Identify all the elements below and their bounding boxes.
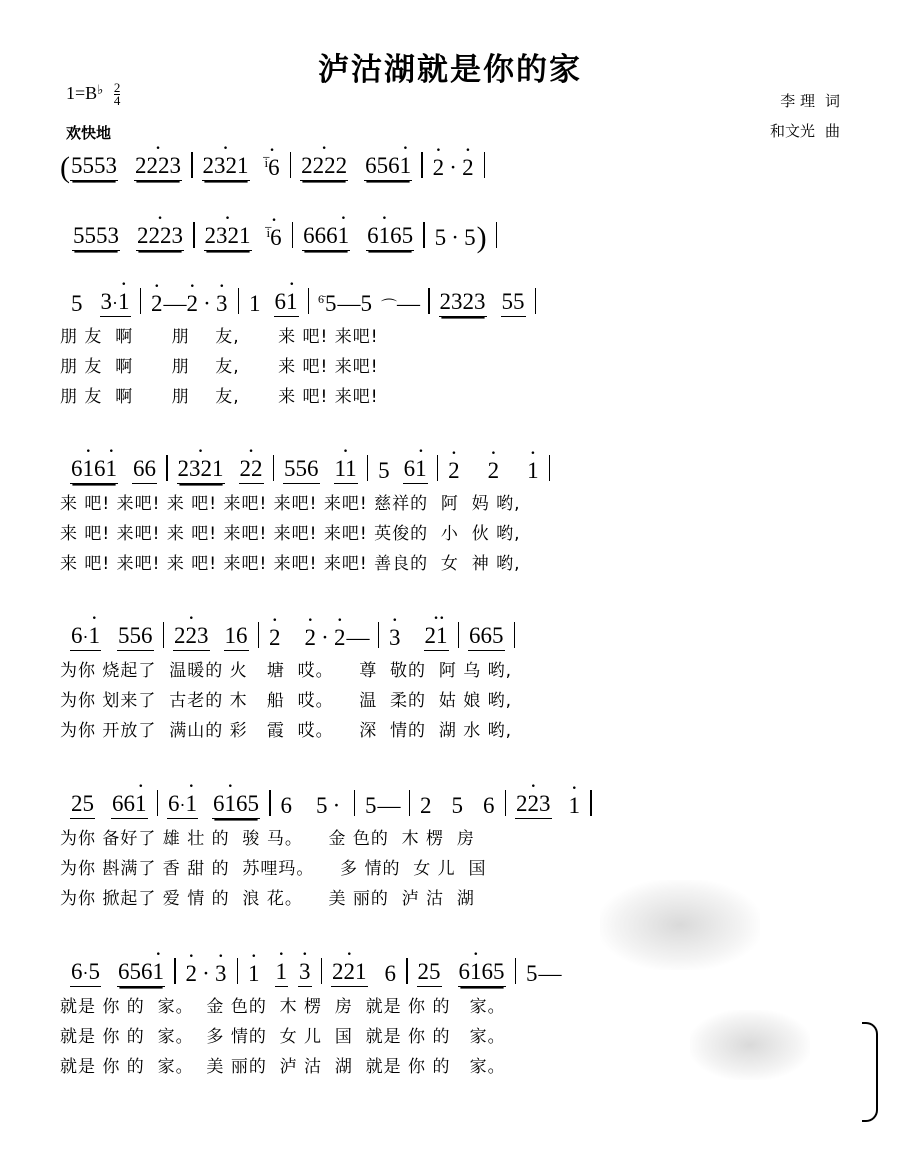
note-single: 1 [249, 291, 261, 316]
note-single: · 3 [215, 291, 229, 317]
barline [515, 958, 517, 984]
barline [292, 222, 294, 248]
notation-row [60, 622, 850, 651]
lyric-line: 来 吧! 来吧! 来 吧! 来吧! 来吧! 来吧! 英俊的 小 伙 哟, [60, 524, 521, 544]
lyric-line: 就是 你 的 家。 美 丽的 泸 沽 湖 就是 你 的 家。 [60, 1057, 506, 1077]
lyric-line: 来 吧! 来吧! 来 吧! 来吧! 来吧! 来吧! 慈祥的 阿 妈 哟, [60, 494, 521, 514]
credit-composer-role: 曲 [824, 122, 840, 140]
note-group: 6· 1 [403, 456, 428, 484]
repeat-open-paren: ( [60, 151, 70, 184]
system-verse-1 [60, 288, 850, 407]
note-single: 5 [526, 961, 538, 986]
tempo-marking: 欢快地 [66, 124, 112, 142]
note-group: 665 [468, 623, 505, 651]
barline [140, 288, 142, 314]
page-title: 泸沽湖就是你的家 [318, 52, 582, 88]
note-group: · 2· 1 [424, 623, 449, 651]
barline [409, 790, 411, 816]
note-group: · 1 [275, 959, 289, 987]
system-verse-5 [60, 958, 850, 1077]
note-group: 6·5 [70, 959, 101, 987]
barline [423, 222, 425, 248]
note-group: 6· 16· 1 [70, 456, 118, 484]
barline [269, 790, 271, 816]
lyric-line: 为你 烧起了 温暖的 火 塘 哎。 尊 敬的 阿 乌 哟, [60, 661, 513, 681]
barline [273, 455, 275, 481]
note-group: · 2321 [202, 153, 250, 181]
note-group: 25 [70, 791, 95, 819]
note-group: · 2223 [134, 153, 182, 181]
credit-lyricist-name: 李 理 [780, 92, 815, 110]
note-single: · 2 [304, 625, 318, 651]
barline [166, 455, 168, 481]
duration-dot: · [332, 793, 341, 818]
notation-row [60, 221, 850, 254]
note-extend-dash: — [397, 291, 421, 316]
duration-dot: · [202, 961, 210, 986]
note-single: 5 [316, 793, 328, 818]
note-group: 556 [117, 623, 154, 651]
duration-dot: · [203, 291, 211, 316]
note-single: · 2 [461, 155, 475, 181]
lyric-line: 为你 备好了 雄 壮 的 骏 马。 金 色的 木 楞 房 [60, 829, 475, 849]
barline [290, 152, 292, 178]
note-single: 6 [280, 793, 292, 818]
system-intro-1 [60, 151, 850, 184]
lyric-line: 就是 你 的 家。 多 情的 女 儿 国 就是 你 的 家。 [60, 1027, 506, 1047]
note-single: 5 [71, 291, 83, 316]
note-group: 6· 165 [212, 791, 260, 819]
notation-row [60, 958, 850, 987]
lyric-line: 来 吧! 来吧! 来 吧! 来吧! 来吧! 来吧! 善良的 女 神 哟, [60, 554, 521, 574]
time-signature-numerator: 2 [113, 80, 121, 95]
lyric-line: 朋 友 啊 朋 友, 来 吧! 来吧! [60, 327, 379, 347]
barline [238, 288, 240, 314]
duration-dot: · [449, 155, 457, 180]
note-single: · 2 [150, 291, 164, 317]
slur-mark: ⌒ [381, 299, 398, 316]
note-group: · 221 [331, 959, 368, 987]
note-group: 2323 [439, 289, 487, 317]
note-group: · 22 [239, 456, 264, 484]
system-verse-3 [60, 622, 850, 741]
note-group: · $^{i̅}$6 [266, 225, 283, 251]
note-single: · 2 [333, 625, 347, 651]
notation-row [60, 288, 850, 317]
lyric-line: 朋 友 啊 朋 友, 来 吧! 来吧! [60, 387, 379, 407]
barline [458, 622, 460, 648]
barline [428, 288, 430, 314]
note-group: 6· 165 [366, 223, 414, 251]
note-extend-dash: — [346, 625, 370, 650]
system-verse-4 [60, 790, 850, 909]
note-extend-dash: — [538, 961, 562, 986]
note-single: 5 [378, 458, 390, 483]
note-single: · 1 [568, 793, 582, 819]
credit-lyricist-role: 词 [824, 92, 840, 110]
note-single: · 1 [526, 458, 540, 484]
system-intro-2 [60, 221, 850, 254]
barline [514, 622, 516, 648]
barline [484, 152, 486, 178]
note-single: · 2 [432, 155, 446, 181]
note-single: 5 [464, 225, 476, 250]
credit-composer-name: 和文光 [769, 122, 815, 140]
flat-symbol: ♭ [97, 82, 104, 97]
barline [354, 790, 356, 816]
note-group: 66 [132, 456, 157, 484]
note-group: 6· 165 [458, 959, 506, 987]
note-group: · 223 [515, 791, 552, 819]
credits [770, 86, 840, 146]
notation-row [60, 455, 850, 484]
lyric-line: 朋 友 啊 朋 友, 来 吧! 来吧! [60, 357, 379, 377]
note-group: 55 [501, 289, 526, 317]
barline [406, 958, 408, 984]
barline [496, 222, 498, 248]
note-group: 5553 [72, 223, 120, 251]
note-single: · 2 [185, 961, 199, 987]
note-single: 2 [420, 793, 432, 818]
note-single: 6 [483, 793, 495, 818]
note-extend-dash: — [337, 291, 361, 316]
note-single: 5 [325, 291, 337, 316]
note-group: 5553 [70, 153, 118, 181]
time-signature [114, 82, 121, 108]
barline [505, 790, 507, 816]
note-group: 3·· 1 [100, 289, 131, 317]
note-single: · 2 [447, 458, 461, 484]
note-group: · 2223 [136, 223, 184, 251]
note-group: 666· 1 [302, 223, 350, 251]
note-single: 5 [434, 225, 447, 250]
note-group: · 3 [298, 959, 312, 987]
lyric-line: 为你 划来了 古老的 木 船 哎。 温 柔的 姑 娘 哟, [60, 691, 513, 711]
lyric-line: 为你 掀起了 爱 情 的 浪 花。 美 丽的 泸 沽 湖 [60, 889, 475, 909]
key-signature-text: 1=B [66, 82, 98, 103]
note-group: 6·· 1 [167, 791, 198, 819]
note-group: · 2321 [177, 456, 225, 484]
barline [321, 958, 323, 984]
note-group: · 223 [173, 623, 210, 651]
credit-lyricist [770, 86, 840, 116]
note-group: 25 [417, 959, 442, 987]
credit-composer [770, 116, 840, 146]
note-single: · 3 [388, 625, 402, 651]
barline [378, 622, 380, 648]
notation-row [60, 151, 850, 184]
barline [174, 958, 176, 984]
note-single: · 2 [186, 291, 200, 317]
barline [308, 288, 310, 314]
note-single: 5 [360, 291, 372, 316]
note-extend-dash: — [163, 291, 187, 316]
repeat-close-paren: ) [476, 221, 487, 254]
notation-row [60, 790, 850, 819]
note-group: · 11 [334, 456, 358, 484]
system-verse-2 [60, 455, 850, 574]
lyric-line: 就是 你 的 家。 金 色的 木 楞 房 就是 你 的 家。 [60, 997, 506, 1017]
barline [193, 222, 195, 248]
ending-brace [862, 1022, 878, 1122]
duration-dot: · [451, 225, 459, 250]
barline [421, 152, 423, 178]
barline [437, 455, 439, 481]
note-single: 5 [365, 793, 377, 818]
note-single: 5 [451, 793, 463, 818]
time-signature-denominator: 4 [113, 93, 121, 109]
note-single: 6 [384, 961, 396, 986]
barline [237, 958, 239, 984]
lyric-line: 为你 斟满了 香 甜 的 苏哩玛。 多 情的 女 儿 国 [60, 859, 487, 879]
barline [535, 288, 537, 314]
note-single: · 3 [214, 961, 228, 987]
note-group: 656· 1 [117, 959, 165, 987]
grace-sign: 6̄ [318, 292, 324, 306]
note-group: 656· 1 [364, 153, 412, 181]
note-group: 16 [224, 623, 249, 651]
note-extend-dash: — [377, 793, 401, 818]
note-group: 66· 1 [111, 791, 148, 819]
note-group: 6· 1 [274, 289, 299, 317]
duration-dot: · [321, 625, 329, 650]
note-single: · 2 [487, 458, 501, 484]
barline [258, 622, 260, 648]
barline [549, 455, 551, 481]
barline [191, 152, 193, 178]
barline [157, 790, 159, 816]
note-group: 6·· 1 [70, 623, 101, 651]
note-single: · 2 [268, 625, 282, 651]
barline [590, 790, 592, 816]
lyric-line: 为你 开放了 满山的 彩 霞 哎。 深 情的 湖 水 哟, [60, 721, 513, 741]
barline [163, 622, 165, 648]
note-single: · 1 [247, 961, 261, 987]
note-group: 556 [283, 456, 320, 484]
note-group: · 2321 [204, 223, 252, 251]
note-group: · $^{i̅}$6 [264, 155, 281, 181]
key-signature [66, 82, 120, 108]
barline [367, 455, 369, 481]
note-group: · 2222 [300, 153, 348, 181]
